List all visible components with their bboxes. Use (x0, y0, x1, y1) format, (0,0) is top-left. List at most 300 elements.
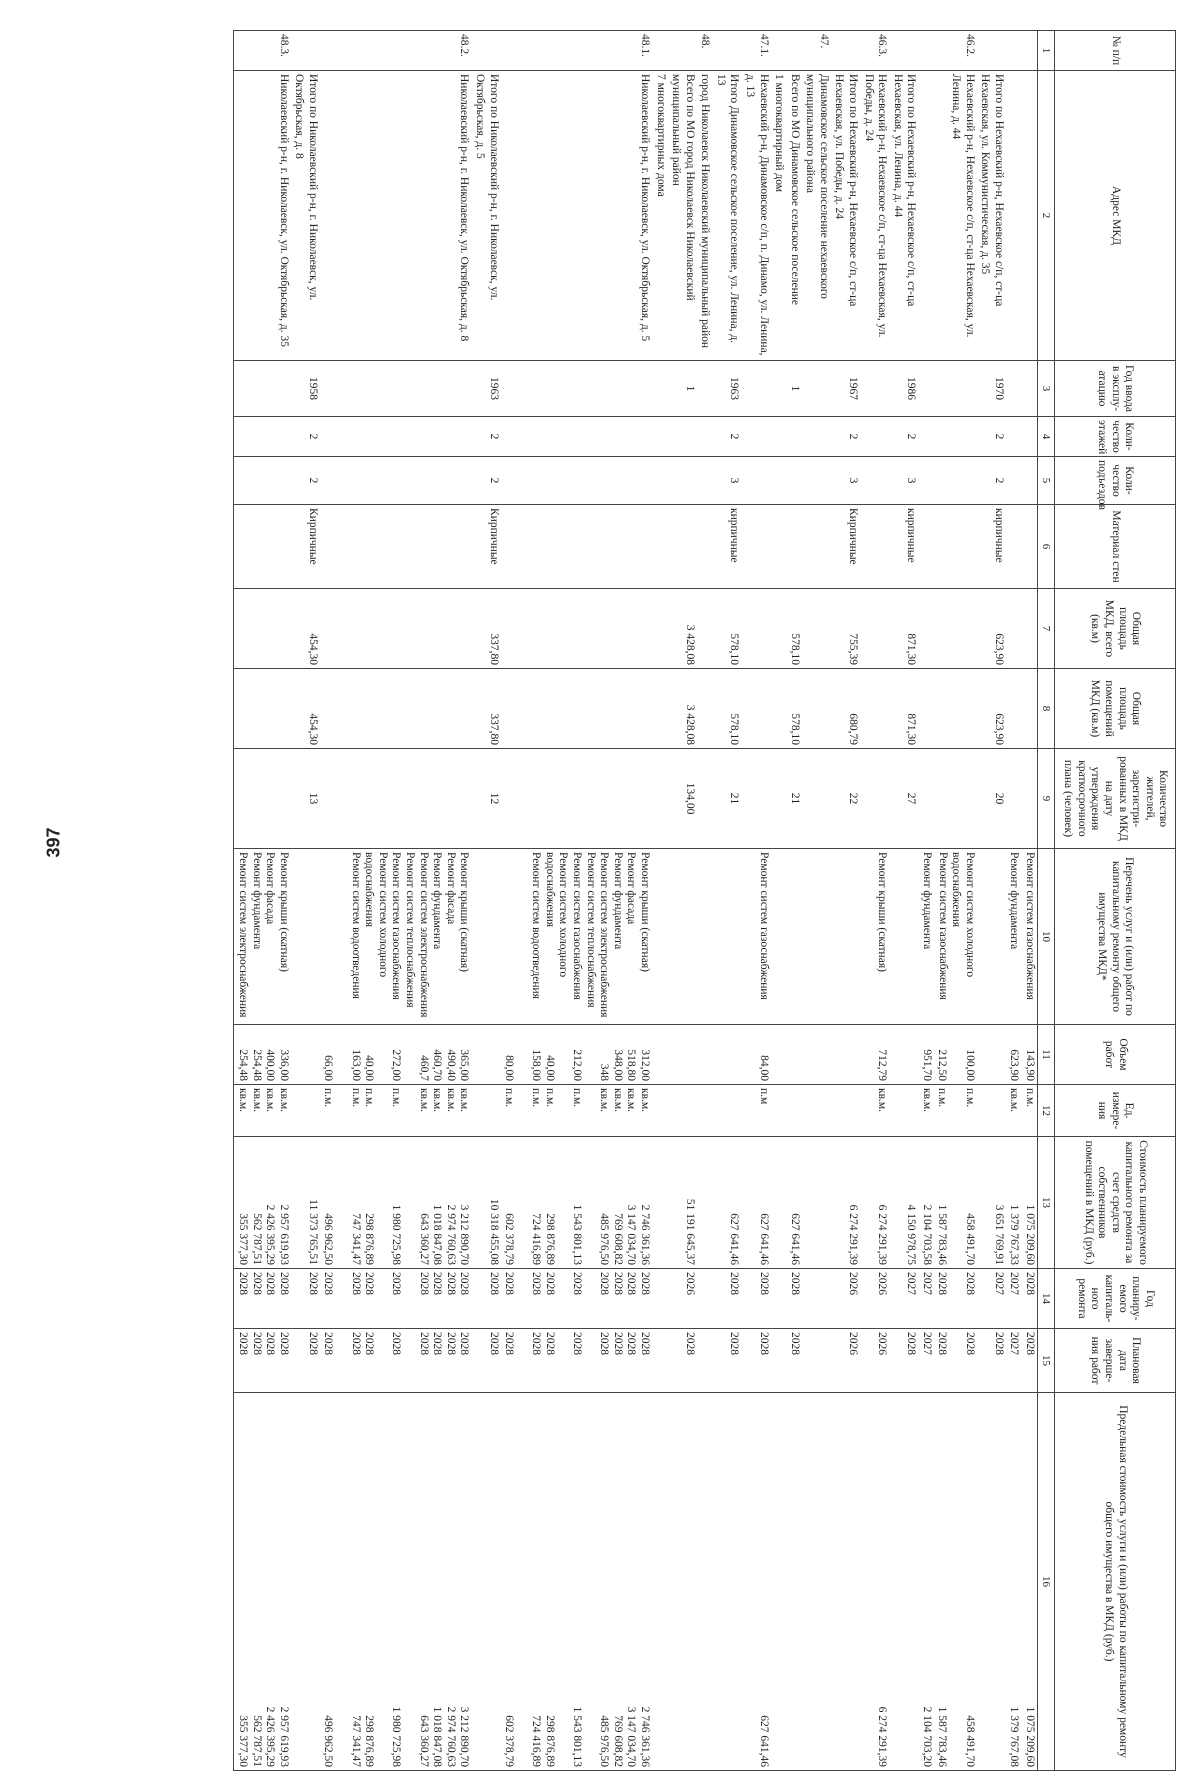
cell-col-5 (860, 457, 889, 505)
table-row (291, 31, 320, 1771)
cell-col-7: 454,30 (291, 589, 320, 669)
cell-col-15 (771, 1329, 787, 1393)
cell-line: п.м. (390, 1088, 403, 1108)
cell-line: 2028 (322, 1332, 335, 1355)
cell-line: 2028 (487, 1272, 500, 1295)
cell-col-3 (802, 361, 831, 417)
cell-line: 6 274 291,39 (847, 1204, 860, 1265)
cell-col-7 (742, 589, 771, 669)
cell-col-7 (652, 589, 668, 669)
cell-col-5 (234, 457, 291, 505)
cell-col-3 (652, 361, 668, 417)
cell-line: 485 976,50 (598, 1715, 611, 1767)
cell-col-3: 1967 (831, 361, 860, 417)
cell-col-3 (697, 361, 713, 417)
cell-line (772, 1140, 786, 1265)
cell-line: Ремонт фундамента (1008, 852, 1021, 950)
cell-line: 80,00 (503, 1055, 516, 1081)
cell-col-2: Николаевский р-н, г. Николаевск, ул. Октябрьская, д. 8 (320, 71, 472, 361)
cell-line (583, 1332, 597, 1389)
cell-col-4: 2 (831, 417, 860, 457)
cell-col-7 (1006, 589, 1022, 669)
cell-col-1 (889, 31, 918, 71)
cell-line: 2028 (264, 1272, 277, 1295)
cell-line (904, 852, 918, 1021)
cell-col-2: Итого по Нехаевский р-н, Нехаевское с/п, ст-ца Нехаевская, ул. Коммунистическая, д. 35 (977, 71, 1006, 361)
cell-col-5 (786, 457, 802, 505)
cell-col-1: 46.2. (934, 31, 977, 71)
cell-col-1 (712, 31, 741, 71)
cell-line: 1 980 725,98 (390, 1706, 403, 1767)
cell-line: Ремонт систем электроснабжения (236, 852, 249, 1018)
cell-col-14 (471, 1269, 500, 1329)
cell-col-2: Николаевский р-н, г. Николаевск, ул. Октябрьская, д. 35 (234, 71, 291, 361)
cell-col-3: 1 (668, 361, 697, 417)
cell-line (402, 1396, 416, 1767)
cell-line: Ремонт систем газоснабжения (757, 852, 770, 1000)
cell-line: 51 191 645,37 (683, 1198, 696, 1265)
cell-line: 1 018 847,08 (431, 1204, 444, 1265)
cell-col-9: 13 (291, 749, 320, 849)
cell-line: п.м. (963, 1088, 976, 1108)
cell-col-14 (320, 1269, 472, 1329)
cell-line (816, 1332, 830, 1389)
cell-line: 6 274 291,39 (876, 1706, 889, 1767)
cell-col-10 (234, 849, 291, 1025)
cell-col-10 (771, 849, 787, 1025)
cell-col-7: 3 428,08 (668, 589, 697, 669)
cell-col-6 (234, 505, 291, 589)
cell-col-1 (977, 31, 1006, 71)
cell-col-8: 578,10 (786, 669, 802, 749)
cell-col-15 (652, 1329, 668, 1393)
cell-col-8 (320, 669, 472, 749)
cell-col-13 (977, 1137, 1006, 1269)
cell-col-3: 1958 (291, 361, 320, 417)
cell-line: 2 746 361,36 (639, 1204, 652, 1265)
cell-col-9 (501, 749, 653, 849)
cell-col-15 (291, 1329, 320, 1393)
cell-col-10 (831, 849, 860, 1025)
cell-line: 2026 (847, 1272, 860, 1295)
table-body (234, 31, 1038, 1771)
cell-line: Ремонт фасада (444, 852, 457, 925)
cell-col-11 (860, 1025, 889, 1085)
cell-line: 2028 (683, 1332, 696, 1355)
cell-line: 348,00 (611, 1049, 624, 1081)
cell-col-2: 7 многоквартирных дома (652, 71, 668, 361)
cell-line (698, 852, 712, 1021)
cell-line (682, 1088, 696, 1133)
cell-col-12 (234, 1085, 291, 1137)
cell-line: 4 150 978,75 (905, 1204, 918, 1265)
cell-line (653, 1088, 667, 1133)
cell-col-1: 46.3. (860, 31, 889, 71)
cell-line: 2028 (363, 1332, 376, 1355)
cell-line (653, 1396, 667, 1767)
cell-col-9 (697, 749, 713, 849)
cell-line (556, 1028, 570, 1081)
cell-line: 643 360,27 (417, 1213, 430, 1265)
cell-col-14 (860, 1269, 889, 1329)
cell-line (486, 852, 500, 1021)
cell-line: 2028 (322, 1272, 335, 1295)
cell-line: 562 787,51 (250, 1715, 263, 1767)
cell-line: 2027 (905, 1272, 918, 1295)
cell-line (375, 1396, 389, 1767)
cell-line: 602 378,79 (503, 1715, 516, 1767)
cell-line (375, 1028, 389, 1081)
column-number-2: 2 (1038, 71, 1055, 361)
cell-line: кв.м. (236, 1088, 249, 1113)
cell-col-7 (771, 589, 787, 669)
table-row (771, 31, 787, 1771)
cell-line: 2028 (639, 1272, 652, 1295)
cell-col-3: 1986 (889, 361, 918, 417)
cell-col-15 (860, 1329, 889, 1393)
column-number-11: 11 (1038, 1025, 1055, 1085)
cell-line (727, 1028, 741, 1081)
cell-col-3 (918, 361, 934, 417)
cell-col-6 (697, 505, 713, 589)
cell-col-9: 21 (712, 749, 741, 849)
cell-col-4: 2 (712, 417, 741, 457)
cell-col-3: 1963 (471, 361, 500, 417)
column-header-11: Объем работ (1055, 1025, 1176, 1085)
cell-col-8 (802, 669, 831, 749)
cell-line: 2028 (306, 1272, 319, 1295)
cell-col-5 (934, 457, 977, 505)
cell-line: 212,50 (936, 1049, 949, 1081)
column-header-2: Адрес МКД (1055, 71, 1176, 361)
cell-col-3 (1021, 361, 1037, 417)
cell-col-5: 2 (977, 457, 1006, 505)
cell-col-15 (918, 1329, 934, 1393)
cell-col-5 (771, 457, 787, 505)
cell-col-3 (934, 361, 977, 417)
cell-col-12 (977, 1085, 1006, 1137)
cell-line (334, 1140, 348, 1265)
cell-line: 1 379 767,08 (1008, 1706, 1021, 1767)
cell-col-9: 134,00 (668, 749, 697, 849)
cell-line (845, 1028, 859, 1081)
cell-col-6 (934, 505, 977, 589)
cell-line (949, 1140, 963, 1265)
cell-line (402, 1272, 416, 1325)
table-row (501, 31, 653, 1771)
cell-line (816, 852, 830, 1021)
cell-line (334, 1028, 348, 1081)
cell-line: 3 212 890,70 (458, 1204, 471, 1265)
cell-line (375, 1332, 389, 1389)
cell-col-9: 27 (889, 749, 918, 849)
cell-col-4: 2 (291, 417, 320, 457)
cell-line: 2028 (639, 1332, 652, 1355)
cell-col-3: 1 (786, 361, 802, 417)
table-row (1021, 31, 1037, 1771)
table-row (320, 31, 472, 1771)
cell-line: 254,48 (236, 1049, 249, 1081)
cell-col-4 (1006, 417, 1022, 457)
cell-col-12 (291, 1085, 320, 1137)
cell-line (816, 1272, 830, 1325)
cell-col-14 (668, 1269, 697, 1329)
cell-line (698, 1272, 712, 1325)
cell-col-2: Итого по Нехаевский р-н, Нехаевское с/п, ст-ца Нехаевская, ул. Ленина, д. 44 (889, 71, 918, 361)
cell-line (653, 1272, 667, 1325)
cell-col-3 (1006, 361, 1022, 417)
cell-col-8 (771, 669, 787, 749)
cell-col-12 (1021, 1085, 1037, 1137)
cell-line (402, 1088, 416, 1133)
cell-line (515, 1396, 529, 1767)
cell-col-5 (1021, 457, 1037, 505)
cell-line: 1 587 783,46 (936, 1204, 949, 1265)
cell-col-2: Динамовское сельское поселение нехаевского муниципального района (802, 71, 831, 361)
cell-line: 2 974 760,63 (444, 1204, 457, 1265)
cell-col-5 (1006, 457, 1022, 505)
cell-line: 2026 (876, 1272, 889, 1295)
cell-line: кв.м. (458, 1088, 471, 1113)
cell-col-13 (668, 1137, 697, 1269)
column-number-12: 12 (1038, 1085, 1055, 1137)
cell-line: 2028 (264, 1332, 277, 1355)
cell-line: 458 491,70 (963, 1213, 976, 1265)
cell-line: кв.м. (264, 1088, 277, 1113)
cell-col-16 (977, 1393, 1006, 1771)
cell-col-9: 20 (977, 749, 1006, 849)
column-header-3: Год ввода в эксплу-атацию (1055, 361, 1176, 417)
column-number-5: 5 (1038, 457, 1055, 505)
cell-line: 490,40 (444, 1049, 457, 1081)
cell-line (583, 1272, 597, 1325)
cell-line: п.м. (530, 1088, 543, 1108)
cell-col-8 (697, 669, 713, 749)
cell-line: 2028 (363, 1272, 376, 1295)
cell-col-10 (320, 849, 472, 1025)
cell-col-13 (291, 1137, 320, 1269)
cell-col-4 (771, 417, 787, 457)
cell-col-12 (320, 1085, 472, 1137)
cell-col-14 (1021, 1269, 1037, 1329)
cell-col-11 (697, 1025, 713, 1085)
cell-col-6 (652, 505, 668, 589)
cell-col-7: 755,39 (831, 589, 860, 669)
cell-line (727, 852, 741, 1021)
cell-col-4 (668, 417, 697, 457)
cell-col-12 (934, 1085, 977, 1137)
column-header-1: № п/п (1055, 31, 1176, 71)
cell-col-5: 3 (712, 457, 741, 505)
cell-line: 66,00 (322, 1055, 335, 1081)
cell-col-11 (802, 1025, 831, 1085)
cell-col-2: Итого по Нехаевский р-н, Нехаевское с/п, ст-ца Нехаевская, ул. Победы, д. 24 (831, 71, 860, 361)
cell-line: Ремонт систем газоснабжения (390, 852, 403, 1000)
cell-line: 2028 (250, 1332, 263, 1355)
cell-col-2: Нехаевский р-н, Нехаевское с/п, ст-ца Нехаевская, ул. Ленина, д. 44 (934, 71, 977, 361)
cell-line (653, 1028, 667, 1081)
cell-col-6 (742, 505, 771, 589)
cell-col-11 (712, 1025, 741, 1085)
cell-line (653, 1332, 667, 1389)
cell-line: кв.м. (625, 1088, 638, 1113)
cell-line: 485 976,50 (598, 1213, 611, 1265)
table-row (889, 31, 918, 1771)
cell-col-16 (802, 1393, 831, 1771)
cell-col-15 (320, 1329, 472, 1393)
cell-col-15 (1021, 1329, 1037, 1393)
cell-line: Ремонт фундамента (250, 852, 263, 950)
cell-line: Ремонт систем водоотведения (530, 852, 543, 999)
column-number-8: 8 (1038, 669, 1055, 749)
cell-line: 100,00 (963, 1049, 976, 1081)
cell-col-9 (234, 749, 291, 849)
cell-line (845, 852, 859, 1021)
cell-col-7 (934, 589, 977, 669)
cell-line: 2028 (1024, 1332, 1036, 1355)
cell-line: 3 147 034,70 (625, 1706, 638, 1767)
cell-col-14 (934, 1269, 977, 1329)
cell-line (556, 1088, 570, 1133)
cell-col-8: 3 428,08 (668, 669, 697, 749)
cell-col-9 (1006, 749, 1022, 849)
cell-line: 40,00 (363, 1055, 376, 1081)
cell-col-4 (860, 417, 889, 457)
cell-line (816, 1396, 830, 1767)
cell-col-2: Итого Динамовское сельское поселение, ул. Ленина, д. 13 (712, 71, 741, 361)
cell-col-1 (652, 31, 668, 71)
cell-line: 365,00 (458, 1049, 471, 1081)
cell-line (305, 852, 319, 1021)
cell-col-10 (668, 849, 697, 1025)
cell-col-6 (860, 505, 889, 589)
cell-line: 2028 (444, 1272, 457, 1295)
cell-line: 2028 (1024, 1272, 1036, 1295)
rotated-page-area (43, 30, 1200, 1767)
cell-col-3 (771, 361, 787, 417)
cell-line: Ремонт фасада (625, 852, 638, 925)
cell-line: 1 018 847,08 (431, 1706, 444, 1767)
cell-col-14 (501, 1269, 653, 1329)
cell-col-13 (918, 1137, 934, 1269)
cell-col-13 (234, 1137, 291, 1269)
cell-col-5: 2 (471, 457, 500, 505)
cell-col-8: 578,10 (712, 669, 741, 749)
cell-line (787, 1088, 801, 1133)
table-row (742, 31, 771, 1771)
cell-col-3 (860, 361, 889, 417)
cell-line: Ремонт крыши (скатная) (277, 852, 290, 972)
cell-col-15 (668, 1329, 697, 1393)
cell-line: 2028 (788, 1272, 801, 1295)
cell-line: кв.м. (611, 1088, 624, 1113)
cell-col-4: 2 (889, 417, 918, 457)
column-header-4: Коли-чество этажей (1055, 417, 1176, 457)
cell-line: 458 491,70 (963, 1715, 976, 1767)
cell-col-15 (712, 1329, 741, 1393)
cell-col-6: Кирпичные (831, 505, 860, 589)
column-number-10: 10 (1038, 849, 1055, 1025)
cell-col-2 (918, 71, 934, 361)
cell-line (334, 1332, 348, 1389)
cell-line: Ремонт фундамента (920, 852, 933, 950)
column-number-1: 1 (1038, 31, 1055, 71)
cell-col-7 (697, 589, 713, 669)
cell-col-13 (771, 1137, 787, 1269)
cell-line: п.м. (543, 1088, 556, 1108)
cell-col-5 (697, 457, 713, 505)
cell-col-15 (501, 1329, 653, 1393)
cell-col-2: Николаевский р-н, г. Николаевск, ул. Октябрьская, д. 5 (501, 71, 653, 361)
cell-col-7 (860, 589, 889, 669)
cell-line: Ремонт крыши (скатная) (458, 852, 471, 972)
cell-line (682, 852, 696, 1021)
cell-line: 2028 (936, 1272, 949, 1295)
cell-line (515, 1028, 529, 1081)
cell-col-16 (918, 1393, 934, 1771)
cell-col-2: город Николаевск Николаевский муниципальный район (697, 71, 713, 361)
cell-line: 2 746 361,36 (639, 1706, 652, 1767)
cell-col-11 (934, 1025, 977, 1085)
cell-line (375, 1140, 389, 1265)
cell-line: п.м. (349, 1088, 362, 1108)
cell-col-13 (712, 1137, 741, 1269)
cell-col-12 (1006, 1085, 1022, 1137)
cell-line (698, 1332, 712, 1389)
cell-col-10 (501, 849, 653, 1025)
cell-col-12 (697, 1085, 713, 1137)
cell-line: 2026 (876, 1332, 889, 1355)
cell-line: п.м. (322, 1088, 335, 1108)
table-row (802, 31, 831, 1771)
cell-line: 2028 (611, 1332, 624, 1355)
cell-line (772, 1332, 786, 1389)
cell-col-4: 2 (471, 417, 500, 457)
cell-col-8: 871,30 (889, 669, 918, 749)
cell-col-10 (712, 849, 741, 1025)
column-header-9: Количество жителей, зарегистри-рованных в МКД на дату утверждения краткосрочного плана (человек) (1055, 749, 1176, 849)
cell-line: 2028 (530, 1332, 543, 1355)
cell-col-10 (1006, 849, 1022, 1025)
cell-col-15 (786, 1329, 802, 1393)
cell-col-1: 48.1. (501, 31, 653, 71)
cell-line: 2028 (349, 1272, 362, 1295)
cell-line (991, 1396, 1005, 1767)
cell-col-10 (977, 849, 1006, 1025)
cell-col-9 (771, 749, 787, 849)
table-row (471, 31, 500, 1771)
cell-col-6 (668, 505, 697, 589)
cell-col-14 (652, 1269, 668, 1329)
cell-line: кв.м. (1008, 1088, 1021, 1113)
cell-col-15 (831, 1329, 860, 1393)
cell-col-9 (320, 749, 472, 849)
cell-line: Ремонт систем холодного водоснабжения (950, 852, 976, 978)
cell-line: Ремонт систем теплоснабжения (584, 852, 597, 1008)
cell-line: Ремонт фундамента (611, 852, 624, 950)
cell-line: 2027 (992, 1272, 1005, 1295)
cell-col-14 (1006, 1269, 1022, 1329)
cell-line (904, 1028, 918, 1081)
cell-col-15 (742, 1329, 771, 1393)
cell-line: 11 373 765,51 (306, 1199, 319, 1265)
table-row (697, 31, 713, 1771)
cell-col-8: 337,80 (471, 669, 500, 749)
cell-col-9: 21 (786, 749, 802, 849)
cell-line: Ремонт систем электроснабжения (598, 852, 611, 1018)
column-header-10: Перечень услуг и (или) работ по капитальному ремонту общего имущества МКД* (1055, 849, 1176, 1025)
cell-col-2: Всего по МО город Николаевск Николаевский муниципальный район (668, 71, 697, 361)
